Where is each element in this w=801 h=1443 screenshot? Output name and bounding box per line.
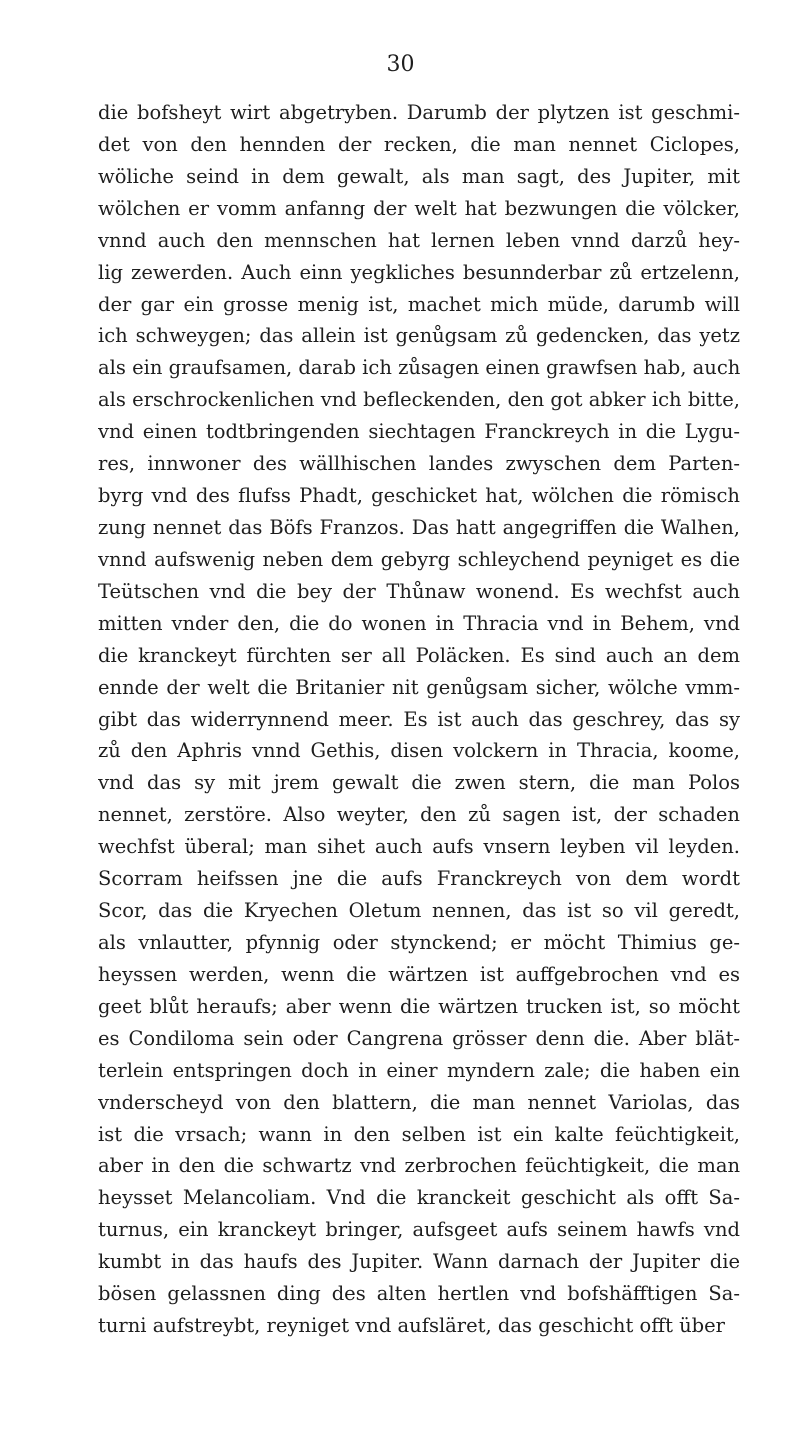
body-text (98, 97, 740, 1342)
text-line: ich schweygen; das allein ist genůgsam zů gedencken, das yetz (98, 324, 740, 348)
text-line: es Condiloma sein oder Cangrena grösser denn die. Aber blät- (98, 1026, 740, 1050)
text-line: der gar ein grosse menig ist, machet mich müde, darumb will (98, 292, 740, 316)
text-line: mitten vnder den, die do wonen in Thracia vnd in Behem, vnd (98, 611, 740, 635)
text-line: turnus, ein kranckeyt bringer, aufsgeet aufs seinem hawfs vnd (98, 1218, 740, 1242)
text-line: wöliche seind in dem gewalt, als man sagt, des Jupiter, mit (98, 164, 740, 188)
text-line: wechfst überal; man sihet auch aufs vnsern leyben vil leyden. (98, 835, 740, 859)
text-line: nennet, zerstöre. Also weyter, den zů sagen ist, der schaden (98, 803, 740, 827)
text-line: ennde der welt die Britanier nit genůgsam sicher, wölche vmm- (98, 675, 740, 699)
text-line: vnd das sy mit jrem gewalt die zwen stern, die man Polos (98, 771, 740, 795)
text-line: zů den Aphris vnnd Gethis, disen volckern in Thracia, koome, (98, 739, 740, 763)
text-line: als vnlautter, pfynnig oder stynckend; er möcht Thimius ge- (98, 930, 740, 954)
text-line: Scor, das die Kryechen Oletum nennen, das ist so vil geredt, (98, 899, 740, 923)
text-line: turni aufstreybt, reyniget vnd aufsläret, das geschicht offt über (98, 1314, 726, 1338)
text-line: geet blůt heraufs; aber wenn die wärtzen trucken ist, so möcht (98, 994, 740, 1018)
text-line: gibt das widerrynnend meer. Es ist auch das geschrey, das sy (98, 707, 740, 731)
text-line: terlein entspringen doch in einer myndern zale; die haben ein (98, 1058, 740, 1082)
text-line: byrg vnd des flufss Phadt, geschicket hat, wölchen die römisch (98, 484, 740, 508)
text-line: Scorram heifssen jne die aufs Franckreych von dem wordt (98, 867, 740, 891)
page-number: 30 (386, 52, 415, 77)
text-line: aber in den die schwartz vnd zerbrochen feüchtigkeit, die man (98, 1154, 740, 1178)
text-line: res, innwoner des wällhischen landes zwyschen dem Parten- (98, 452, 740, 476)
text-line: Teütschen vnd die bey der Thůnaw wonend. Es wechfst auch (98, 579, 740, 603)
text-line: heysset Melancoliam. Vnd die kranckeit geschicht als offt Sa- (98, 1186, 740, 1210)
text-line: vnderscheyd von den blattern, die man nennet Variolas, das (98, 1090, 740, 1114)
text-line: als erschrockenlichen vnd befleckenden, den got abker ich bitte, (98, 388, 740, 412)
text-line: vnd einen todtbringenden siechtagen Franckreych in die Lygu- (98, 420, 740, 444)
text-line: det von den hennden der recken, die man nennet Ciclopes, (98, 132, 740, 156)
text-line: lig zewerden. Auch einn yegkliches besunnderbar zů ertzelenn, (98, 260, 740, 284)
text-line: bösen gelassnen ding des alten hertlen vnd bofshäfftigen Sa- (98, 1282, 740, 1306)
text-line: als ein graufsamen, darab ich zůsagen einen grawfsen hab, auch (98, 356, 740, 380)
text-line: die kranckeyt fürchten ser all Poläcken. Es sind auch an dem (98, 643, 740, 667)
text-line: zung nennet das Böfs Franzos. Das hatt angegriffen die Walhen, (98, 515, 740, 539)
text-line: vnnd aufswenig neben dem gebyrg schleychend peyniget es die (98, 547, 740, 571)
text-line: vnnd auch den mennschen hat lernen leben vnnd darzů hey- (98, 228, 740, 252)
text-line: heyssen werden, wenn die wärtzen ist auffgebrochen vnd es (98, 962, 740, 986)
text-line: wölchen er vomm anfanng der welt hat bezwungen die völcker, (98, 196, 740, 220)
text-line: ist die vrsach; wann in den selben ist ein kalte feüchtigkeit, (98, 1122, 740, 1146)
text-line: kumbt in das haufs des Jupiter. Wann darnach der Jupiter die (98, 1250, 740, 1274)
text-line: die bofsheyt wirt abgetryben. Darumb der plytzen ist geschmi- (98, 101, 740, 124)
